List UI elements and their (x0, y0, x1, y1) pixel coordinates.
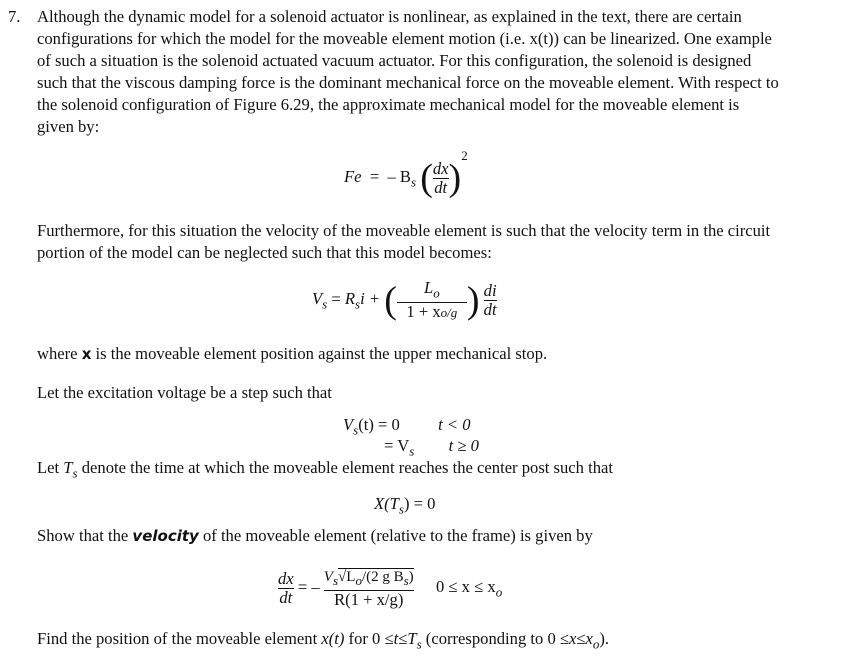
eq2-right-paren: ) (466, 279, 480, 322)
eq3-equals: = – (297, 577, 320, 597)
where-rest: is the moveable element position against the upper mechanical stop. (95, 344, 548, 363)
para2-line-1: Furthermore, for this situation the velocity of the moveable element is such that the velocity term in the circuit (37, 221, 771, 240)
eq1-lhs: Fe (344, 167, 362, 186)
xts-equation: $X(T_s) = 0$ (374, 494, 436, 517)
equation-force (344, 148, 468, 200)
para1-line-3: of such a situation is the solenoid actuated vacuum actuator. For this configuration, the solenoid is designed (37, 51, 752, 70)
eq1-right-paren: ) (448, 157, 462, 200)
para1-line-1: Although the dynamic model for a solenoid actuator is nonlinear, as explained in the text, there are certain (37, 7, 742, 26)
problem-number: 7. (8, 7, 21, 26)
where-prefix: where (37, 344, 78, 363)
eq2-lhs: $V_s$ (312, 289, 328, 312)
show-line: Show that the velocity of the moveable element (relative to the frame) is given by (37, 526, 593, 545)
ts-line: Let $T_s$ denote the time at which the moveable element reaches the center post such that (37, 458, 613, 481)
para1-line-4: such that the viscous damping force is the dominant mechanical force on the moveable element. With respect to (37, 73, 779, 92)
eq1-coef: – $B_s$ (387, 167, 417, 190)
velocity-equation (278, 568, 502, 609)
eq2-equals: = (331, 289, 341, 309)
paragraph-2 (37, 220, 770, 264)
where-variable: x (81, 345, 92, 363)
eq2-fraction: $\frac{L_o}{1 + xo/g}$ (397, 279, 467, 322)
para1-line-6: given by: (37, 117, 100, 136)
eq1-left-paren: ( (420, 157, 433, 200)
eq2-term1: $R_si$ + (344, 289, 381, 312)
eq1-exponent: 2 (461, 148, 468, 163)
eq1-equals: = (369, 167, 380, 186)
velocity-emphasis: velocity (132, 527, 199, 545)
eq2-left-paren: ( (384, 279, 397, 322)
para1-line-5: the solenoid configuration of Figure 6.29, the approximate mechanical model for the moveable element is (37, 95, 740, 114)
para1-line-2: configurations for which the model for the moveable element motion (i.e. x(t)) can be linearized. One example (37, 29, 772, 48)
eq3-condition: $0 \le x \le x_o$ (435, 577, 503, 600)
equation-circuit (312, 279, 497, 322)
step-text: Let the excitation voltage be a step such that (37, 383, 332, 402)
where-line (37, 343, 547, 365)
final-line: Find the position of the moveable element x(t) for $0 \le t\le T_s$ (corresponding to $0 \le x\le x_o$). (37, 629, 610, 652)
step-cond-1: t < 0 (438, 415, 471, 434)
para2-line-2: portion of the model can be neglected such that this model becomes: (37, 243, 492, 262)
intro-paragraph (37, 6, 832, 138)
eq1-fraction: $\frac{dx}{dt}$ (432, 158, 449, 197)
step-eq-row1: $V_s(t) = 0$ t < 0 (343, 415, 471, 438)
step-cond-2: t ≥ 0 (448, 436, 479, 455)
step-eq-row2: = $V_s$ t ≥ 0 (384, 436, 479, 459)
eq3-rhs-fraction: $\frac{V_s√L_o/(2 g B_s)}{R(1 + x/g)}$ (323, 569, 414, 609)
eq3-lhs-fraction: $\frac{dx}{dt}$ (278, 569, 294, 607)
eq2-di-dt: $\frac{di}{dt}$ (483, 281, 497, 320)
